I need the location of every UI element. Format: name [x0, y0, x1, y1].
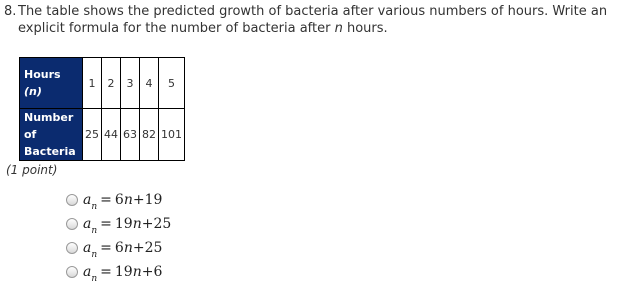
- hours-cell: 1: [83, 58, 102, 109]
- hours-cell: 2: [102, 58, 121, 109]
- question-prompt: [4, 3, 612, 37]
- question-variable: n: [334, 21, 343, 36]
- choice-formula: $a_n = 6n+25$: [83, 240, 163, 260]
- choice-formula: $a_n = 19n+6$: [83, 264, 163, 284]
- radio-button-icon[interactable]: [66, 242, 78, 254]
- bacteria-cell: 63: [121, 109, 140, 161]
- hours-header-variable: (n): [24, 85, 42, 98]
- bacteria-cell: 25: [83, 109, 102, 161]
- hours-header: [20, 58, 83, 109]
- answer-choice-3[interactable]: [66, 239, 163, 260]
- bacteria-cell: 44: [102, 109, 121, 161]
- bacteria-header-line: Number: [24, 111, 74, 124]
- bacteria-growth-table: [19, 57, 185, 161]
- hours-cell: 5: [159, 58, 185, 109]
- choice-formula: $a_n = 6n+19$: [83, 192, 163, 212]
- hours-cell: 4: [140, 58, 159, 109]
- bacteria-header-line: Bacteria: [24, 145, 76, 158]
- bacteria-row: [20, 109, 185, 161]
- radio-button-icon[interactable]: [66, 218, 78, 230]
- radio-button-icon[interactable]: [66, 266, 78, 278]
- hours-row: [20, 58, 185, 109]
- hours-header-label: Hours: [24, 68, 61, 81]
- radio-button-icon[interactable]: [66, 194, 78, 206]
- bacteria-header: [20, 109, 83, 161]
- choice-formula: $a_n = 19n+25$: [83, 216, 172, 236]
- bacteria-cell: 101: [159, 109, 185, 161]
- bacteria-cell: 82: [140, 109, 159, 161]
- answer-choice-2[interactable]: [66, 215, 172, 236]
- question-text: [18, 3, 612, 37]
- bacteria-header-line: of: [24, 128, 37, 141]
- answer-choice-1[interactable]: [66, 191, 163, 212]
- question-number: 8.: [4, 4, 17, 19]
- hours-cell: 3: [121, 58, 140, 109]
- question-text-part1: The table shows the predicted growth of bacteria after various numbers of hours. Write an explicit formula for the number of bacteria after: [18, 4, 608, 36]
- points-label: (1 point): [6, 163, 58, 177]
- answer-choice-4[interactable]: [66, 263, 163, 284]
- question-text-part2: hours.: [342, 21, 388, 36]
